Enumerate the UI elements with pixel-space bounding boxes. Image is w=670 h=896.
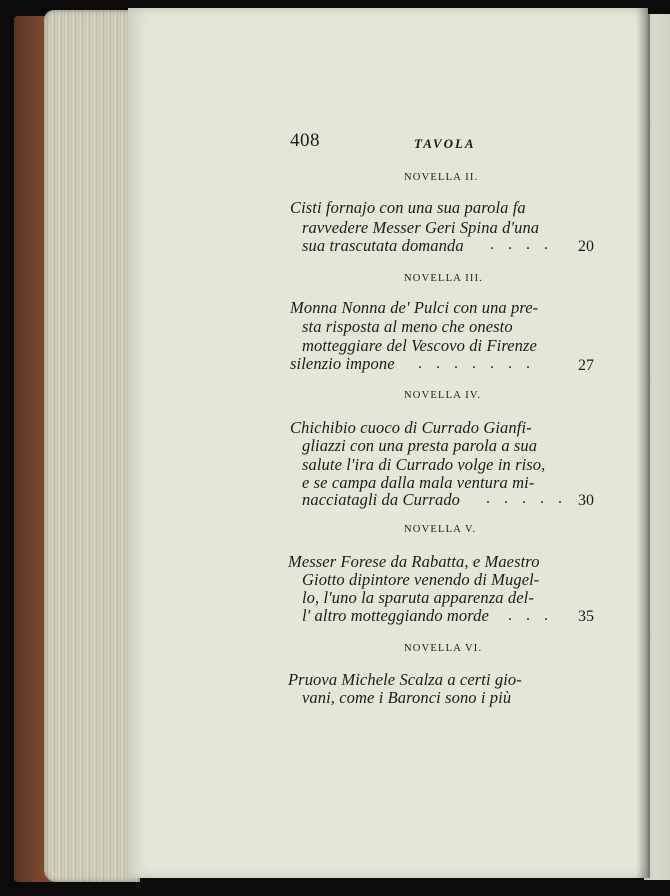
entry-line: e se campa dalla mala ventura mi-	[302, 473, 535, 492]
novella-heading: NOVELLA VI.	[404, 643, 483, 654]
entry-line: lo, l'uno la sparuta apparenza del-	[302, 588, 534, 607]
dot-leader: . . . . .	[486, 490, 567, 507]
page-number: 408	[290, 130, 320, 151]
dot-leader: . . . . . . .	[418, 355, 535, 372]
entry-line: Pruova Michele Scalza a certi gio-	[288, 670, 522, 689]
page-reference: 20	[578, 238, 594, 255]
entry-line: salute l'ira di Currado volge in riso,	[302, 455, 546, 474]
entry-line: motteggiare del Vescovo di Firenze	[302, 336, 537, 355]
entry-line: sua trascutata domanda	[302, 236, 464, 255]
entry-line: Monna Nonna de' Pulci con una pre-	[290, 298, 539, 317]
entry-line: gliazzi con una presta parola a sua	[302, 436, 538, 455]
entry-line: Chichibio cuoco di Currado Gianfi-	[290, 418, 532, 437]
entry-line: ravvedere Messer Geri Spina d'una	[302, 218, 540, 237]
entry-line: sta risposta al meno che onesto	[302, 317, 513, 336]
entry-line: Giotto dipintore venendo di Mugel-	[302, 570, 540, 589]
novella-heading: NOVELLA V.	[404, 524, 477, 535]
page-reference: 30	[578, 492, 594, 509]
entry-line: silenzio impone	[290, 354, 395, 373]
novella-heading: NOVELLA IV.	[404, 390, 482, 401]
dot-leader: . . . .	[490, 236, 553, 253]
page-reference: 35	[578, 608, 594, 625]
novella-heading: NOVELLA III.	[404, 273, 484, 284]
entry-line: l' altro motteggiando morde	[302, 606, 489, 625]
novella-heading: NOVELLA II.	[404, 172, 479, 183]
running-head: TAVOLA	[414, 136, 476, 151]
dot-leader: . . .	[508, 607, 553, 624]
entry-line: Cisti fornajo con una sua parola fa	[290, 198, 526, 217]
entry-line: nacciatagli da Currado	[302, 490, 461, 509]
page-reference: 27	[578, 357, 594, 374]
entry-line: vani, come i Baronci sono i più	[302, 688, 512, 707]
entry-line: Messer Forese da Rabatta, e Maestro	[288, 552, 540, 571]
